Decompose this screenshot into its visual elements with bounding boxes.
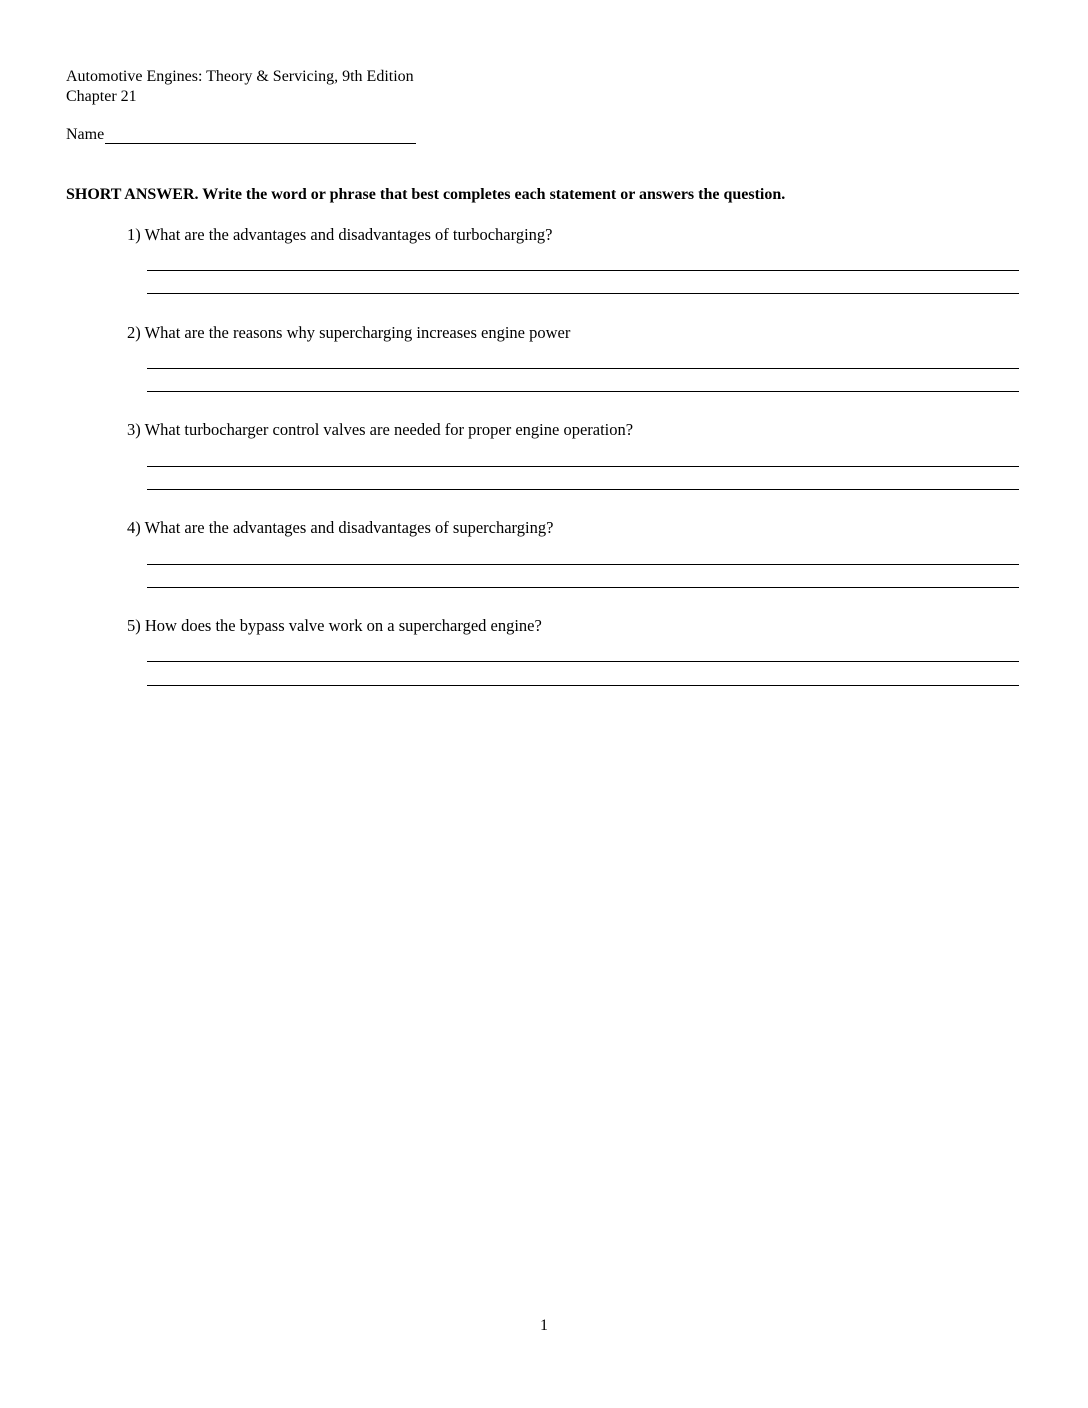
- answer-line[interactable]: [147, 564, 1019, 565]
- answer-line[interactable]: [147, 466, 1019, 467]
- instructions: SHORT ANSWER. Write the word or phrase that best completes each statement or answers the question.: [66, 186, 786, 203]
- name-label: Name: [66, 126, 105, 143]
- question-1: 1) What are the advantages and disadvantages of turbocharging?: [127, 225, 553, 244]
- answer-line[interactable]: [147, 685, 1019, 686]
- question-2: 2) What are the reasons why supercharging increases engine power: [127, 323, 571, 342]
- page-number: 1: [540, 1317, 548, 1334]
- answer-line[interactable]: [147, 391, 1019, 392]
- name-fill-line[interactable]: [105, 125, 416, 144]
- chapter-label: Chapter 21: [66, 88, 137, 105]
- book-title: Automotive Engines: Theory & Servicing, 9th Edition: [66, 68, 414, 85]
- question-3: 3) What turbocharger control valves are needed for proper engine operation?: [127, 420, 634, 439]
- answer-line[interactable]: [147, 587, 1019, 588]
- name-row: [66, 125, 416, 144]
- question-4: 4) What are the advantages and disadvantages of supercharging?: [127, 518, 554, 537]
- answer-line[interactable]: [147, 270, 1019, 271]
- answer-line[interactable]: [147, 661, 1019, 662]
- answer-line[interactable]: [147, 368, 1019, 369]
- answer-line[interactable]: [147, 489, 1019, 490]
- question-5: 5) How does the bypass valve work on a supercharged engine?: [127, 616, 542, 635]
- answer-line[interactable]: [147, 293, 1019, 294]
